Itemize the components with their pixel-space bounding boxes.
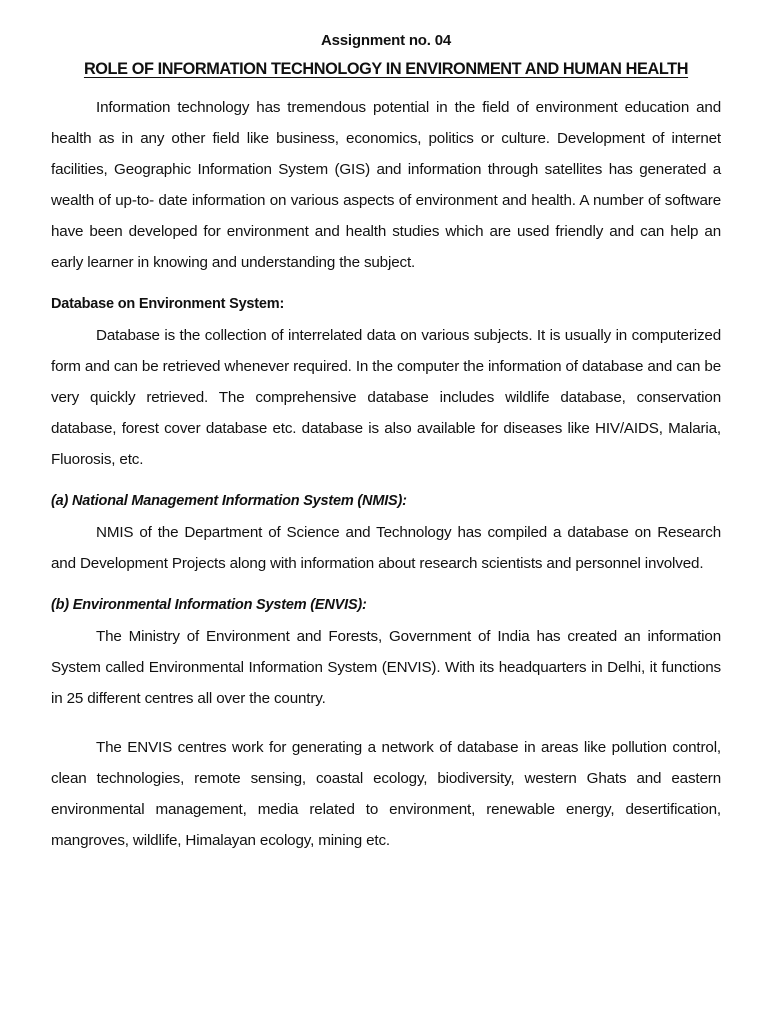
document-title: ROLE OF INFORMATION TECHNOLOGY IN ENVIRONMENT AND HUMAN HEALTH: [83, 60, 689, 78]
nmis-heading: (a) National Management Information System (NMIS):: [51, 493, 407, 509]
intro-paragraph: Information technology has tremendous potential in the field of environment education and health as in any other field like business, economics, politics or culture. Development of internet facilities, Geographic Information System (GIS) and information through satellites has generated a wealth of up-to- date information on various aspects of environment and health. A number of software have been developed for environment and health studies which are used friendly and can help an early learner in knowing and understanding the subject.: [51, 99, 721, 271]
envis-heading: (b) Environmental Information System (ENVIS):: [51, 597, 367, 613]
envis-paragraph-1: The Ministry of Environment and Forests, Government of India has created an information System called Environmental Information System (ENVIS). With its headquarters in Delhi, it functions in 25 different centres all over the country.: [51, 628, 721, 707]
database-heading: Database on Environment System:: [51, 296, 285, 312]
nmis-paragraph: NMIS of the Department of Science and Technology has compiled a database on Research and Development Projects along with information about research scientists and personnel involved.: [51, 524, 721, 572]
assignment-label: Assignment no. 04: [321, 32, 451, 49]
envis-paragraph-2: The ENVIS centres work for generating a network of database in areas like pollution control, clean technologies, remote sensing, coastal ecology, biodiversity, western Ghats and eastern environmental management, media related to environment, renewable energy, desertification, mangroves, wildlife, Himalayan ecology, mining etc.: [51, 739, 721, 849]
database-paragraph: Database is the collection of interrelated data on various subjects. It is usually in computerized form and can be retrieved whenever required. In the computer the information of database and can be very quickly retrieved. The comprehensive database includes wildlife database, conservation database, forest cover database etc. database is also available for diseases like HIV/AIDS, Malaria, Fluorosis, etc.: [51, 327, 721, 468]
document-page: [51, 28, 721, 856]
